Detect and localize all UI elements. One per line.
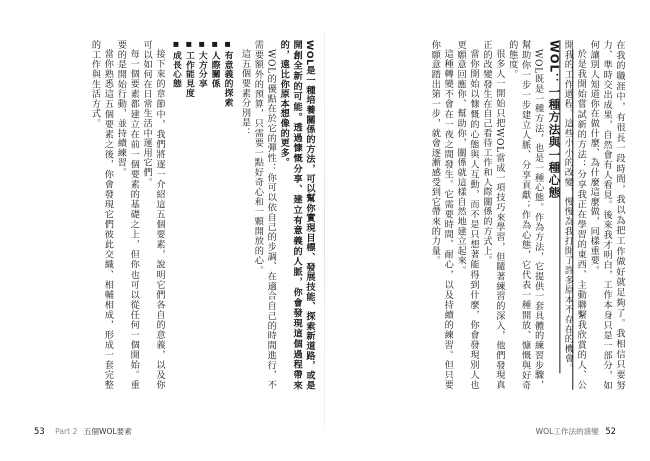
right-intro-paragraph-2: 於是我開始嘗試新的方法：分享我正在學習的東西、主動聯繫我欣賞的人、公開我的工作過程。這些小小的改變，慢慢為我打開了許多原本不存在的機會。: [562, 40, 587, 390]
part-label: Part 2: [55, 427, 78, 436]
right-page-body: [337, 40, 625, 390]
element-item-relationships: ■ 人際關係: [208, 40, 221, 390]
left-page-number: 53: [34, 426, 45, 436]
right-page-number: 52: [605, 426, 616, 436]
left-intro-paragraph-1: WOL是一種培養關係的方法，可以幫你實現目標、發展技能、探索新道路，或是開創全新的可能。透過慷慨分享、建立有意義的人脈，你會發現這個過程帶來的，遠比你原本想像的更多。: [278, 40, 315, 390]
left-closing-paragraph-1: 接下來的章節中，我們將逐一介紹這五個要素，說明它們各自的意義，以及你可以如何在日常生活中運用它們。: [141, 40, 166, 390]
right-intro-paragraph-1: 在我的職涯中，有很長一段時間，我以為把工作做好就足夠了。我相信只要努力、準時交出成果，自然會有人看見。後來我才明白，工作本身只是一部分，如何讓別人知道你在做什麼、為什麼這麼做，同樣重要。: [588, 40, 625, 390]
left-intro-paragraph-2: WOL的優點在於它的彈性：你可以依自己的步調、在適合自己的時間進行，不需要額外的預算，只需要一點好奇心和一顆開放的心。: [252, 40, 277, 390]
element-item-meaningful-exploration: ■ 有意義的探索: [221, 40, 234, 390]
right-body-paragraph-4: 這種轉變不會在一夜之間發生。它需要時間、耐心，以及持續的練習。但只要你願意踏出第一步，就會逐漸感受到它帶來的力量。: [429, 40, 454, 390]
right-page-footer: [536, 426, 616, 437]
right-body-paragraph-2: 很多人一開始只把WOL當成一項技巧來學習，但隨著練習的深入，他們發現真正的改變發生在自己看待工作和人際關係的方式上。: [480, 40, 505, 390]
right-page: [325, 0, 650, 461]
right-body-paragraph-3: 當你開始以慷慨的心態與人互動，而不是只想著能得到什麼，你會發現別人也更願意回應你、幫助你，關係就這樣自然地建立起來。: [455, 40, 480, 390]
left-closing-paragraph-2: 每一個要素都建立在前一個要素的基礎之上，但你也可以從任何一個開始。重要的是開始行動，並持續練習。: [115, 40, 140, 390]
right-body-paragraph-1: WOL既是一種方法，也是一種心態。作為方法，它提供一套具體的練習步驟，幫助你一步一步建立人脈、分享貢獻；作為心態，它代表一種開放、慷慨與好奇的態度。: [506, 40, 544, 390]
section-heading: WOL：一種方法與一種心態: [547, 40, 562, 200]
element-item-growth-mindset: ■ 成長心態: [169, 40, 182, 390]
element-item-visible-work: ■ 工作能見度: [182, 40, 195, 390]
running-head: WOL工作法的演變: [535, 427, 599, 436]
element-list-intro: 這五個要素分別是：: [239, 49, 251, 138]
element-item-generosity: ■ 大方分享: [195, 40, 208, 390]
section-label: 五個WOL要素: [83, 427, 132, 436]
left-page-footer: [34, 426, 132, 437]
left-page-body: [26, 40, 315, 390]
left-closing-paragraph-3: 當你熟悉這五個要素之後，你會發現它們彼此交織、相輔相成，形成一套完整的工作與生活方式。: [89, 40, 114, 390]
